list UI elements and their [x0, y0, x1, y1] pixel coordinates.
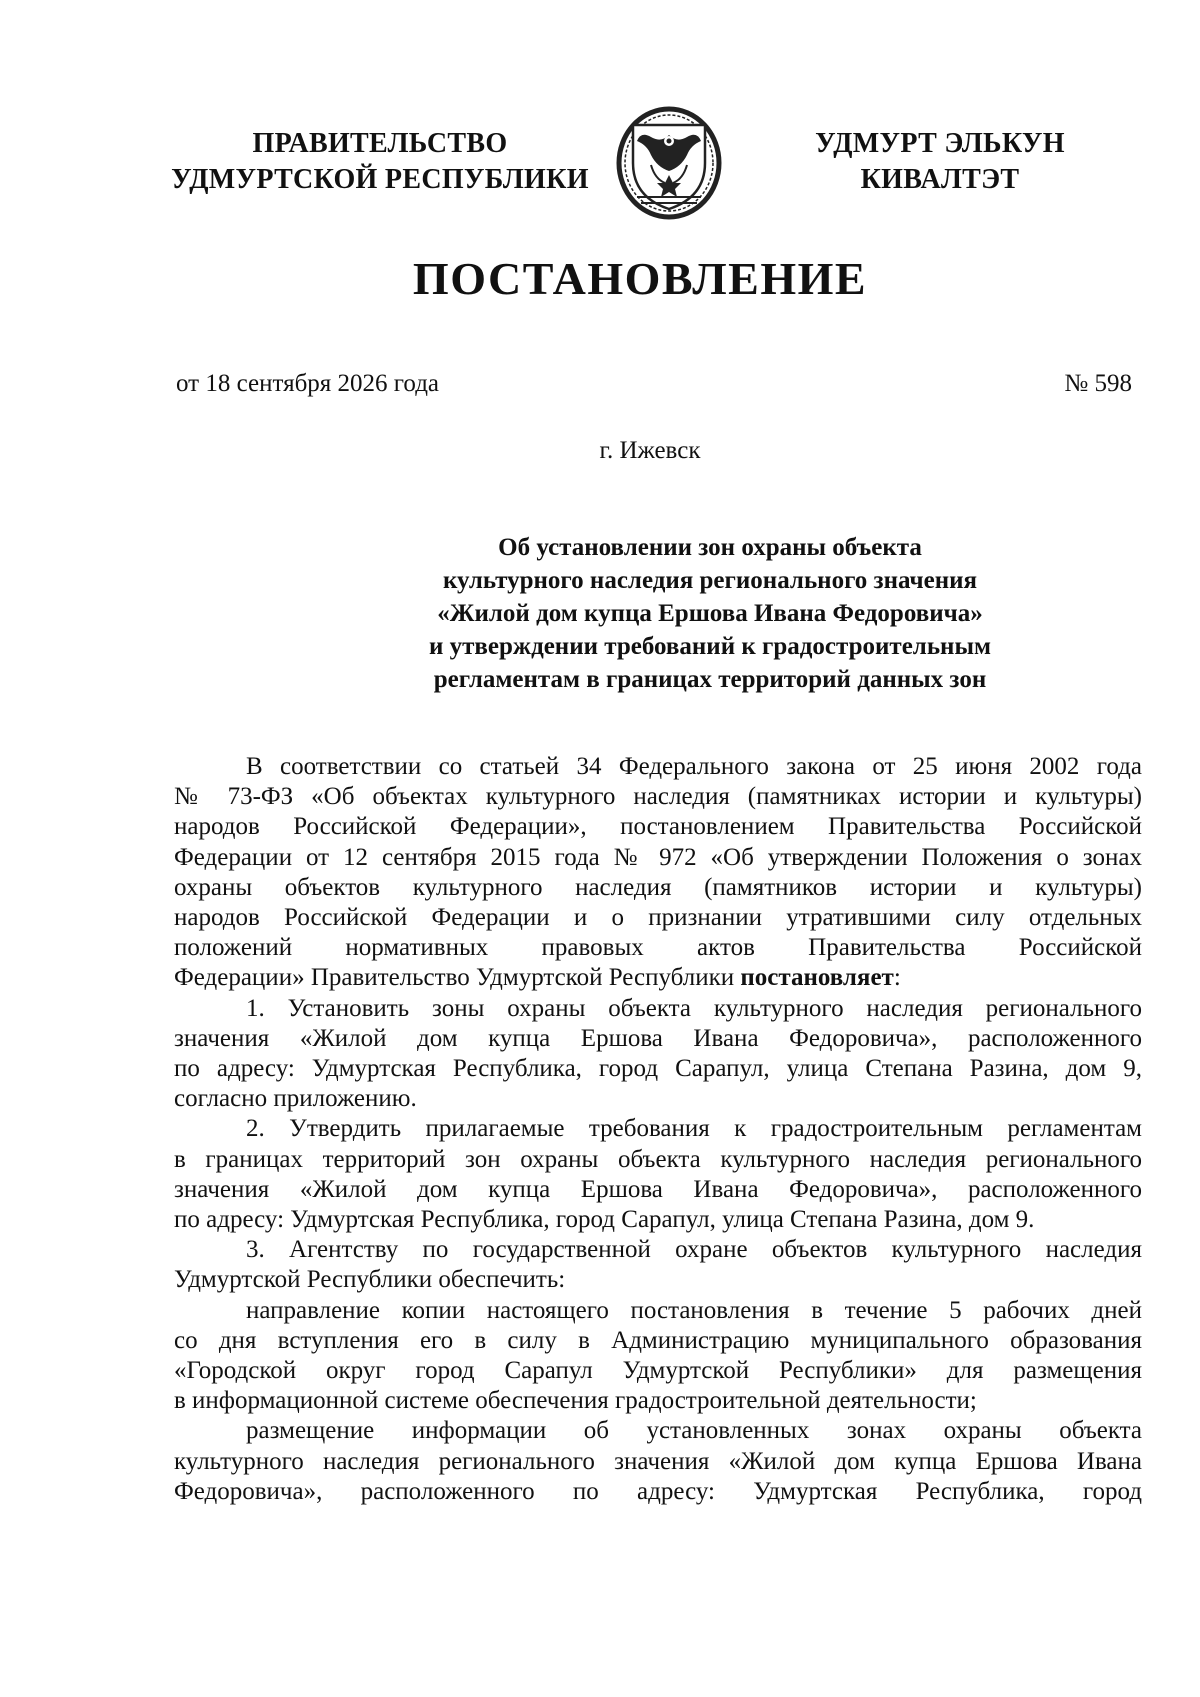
body-line: 1. Установить зоны охраны объекта культурного наследия регионального	[246, 994, 1142, 1022]
document-type-heading: ПОСТАНОВЛЕНИЕ	[412, 253, 868, 304]
body-line: 2. Утвердить прилагаемые требования к градостроительным регламентам	[246, 1115, 1142, 1143]
body-line: 3. Агентству по государственной охране объектов культурного наследия	[246, 1236, 1142, 1264]
body-line: Удмуртской Республики обеспечить:	[174, 1266, 566, 1294]
title-line: «Жилой дом купца Ершова Ивана Федоровича»	[437, 600, 983, 627]
body-line: культурного наследия регионального значения «Жилой дом купца Ершова Ивана	[174, 1447, 1142, 1475]
issuer-line: КИВАЛТЭТ	[860, 164, 1020, 195]
body-line: размещение информации об установленных зонах охраны объекта	[246, 1417, 1142, 1445]
body-line: положений нормативных правовых актов Правительства Российской	[174, 934, 1142, 962]
body-line: Федерации от 12 сентября 2015 года № 972 «Об утверждении Положения о зонах	[174, 843, 1142, 871]
body-line: согласно приложению.	[174, 1085, 417, 1113]
preamble-colon: :	[893, 964, 901, 992]
document-number: № 598	[1064, 370, 1132, 397]
item-1-paragraph	[174, 994, 1142, 1115]
body-line: охраны объектов культурного наследия (памятников истории и культуры)	[174, 873, 1142, 901]
issuer-line: УДМУРТСКОЙ РЕСПУБЛИКИ	[171, 164, 589, 195]
item-3b-paragraph	[174, 1416, 1142, 1507]
body-line: направление копии настоящего постановления в течение 5 рабочих дней	[246, 1296, 1142, 1324]
coat-of-arms-icon	[611, 105, 727, 221]
title-line: и утверждении требований к градостроительным	[429, 633, 991, 660]
document-title	[300, 531, 1120, 696]
body-line: значения «Жилой дом купца Ершова Ивана Федоровича», расположенного	[174, 1024, 1142, 1052]
document-date: от 18 сентября 2026 года	[176, 370, 440, 397]
body-line: по адресу: Удмуртская Республика, город Сарапул, улица Степана Разина, дом 9,	[174, 1055, 1142, 1083]
issuer-name-russian	[160, 126, 600, 198]
item-3-paragraph	[174, 1235, 1142, 1295]
resolution-keyword: постановляет	[740, 964, 894, 992]
body-line: № 73-ФЗ «Об объектах культурного наследия (памятниках истории и культуры)	[174, 783, 1142, 811]
body-line: по адресу: Удмуртская Республика, город Сарапул, улица Степана Разина, дом 9.	[174, 1206, 1035, 1234]
body-line	[174, 963, 1142, 993]
body-line: В соответствии со статьей 34 Федерального закона от 25 июня 2002 года	[246, 753, 1142, 780]
document-city: г. Ижевск	[599, 437, 701, 464]
body-line: народов Российской Федерации и о признании утратившими силу отдельных	[174, 904, 1142, 932]
issuer-line: ПРАВИТЕЛЬСТВО	[252, 128, 508, 159]
body-line: со дня вступления его в силу в Администрацию муниципального образования	[174, 1326, 1142, 1354]
body-line: в границах территорий зон охраны объекта культурного наследия регионального	[174, 1145, 1142, 1173]
item-2-paragraph	[174, 1114, 1142, 1235]
body-line: в информационной системе обеспечения градостроительной деятельности;	[174, 1387, 977, 1415]
title-line: Об установлении зон охраны объекта	[498, 534, 922, 561]
title-line: культурного наследия регионального значения	[442, 567, 978, 594]
preamble-paragraph	[174, 752, 1142, 994]
body-line: «Городской округ город Сарапул Удмуртской Республики» для размещения	[174, 1357, 1142, 1385]
body-line: народов Российской Федерации», постановлением Правительства Российской	[174, 813, 1142, 841]
item-3a-paragraph	[174, 1296, 1142, 1417]
body-line: значения «Жилой дом купца Ершова Ивана Федоровича», расположенного	[174, 1175, 1142, 1203]
preamble-end-text: Федерации» Правительство Удмуртской Республики	[174, 964, 741, 992]
document-body	[174, 752, 1142, 1507]
issuer-name-udmurt	[810, 126, 1070, 198]
title-line: регламентам в границах территорий данных зон	[433, 666, 987, 693]
issuer-line: УДМУРТ ЭЛЬКУН	[815, 128, 1065, 159]
body-line: Федоровича», расположенного по адресу: Удмуртская Республика, город	[174, 1477, 1142, 1505]
